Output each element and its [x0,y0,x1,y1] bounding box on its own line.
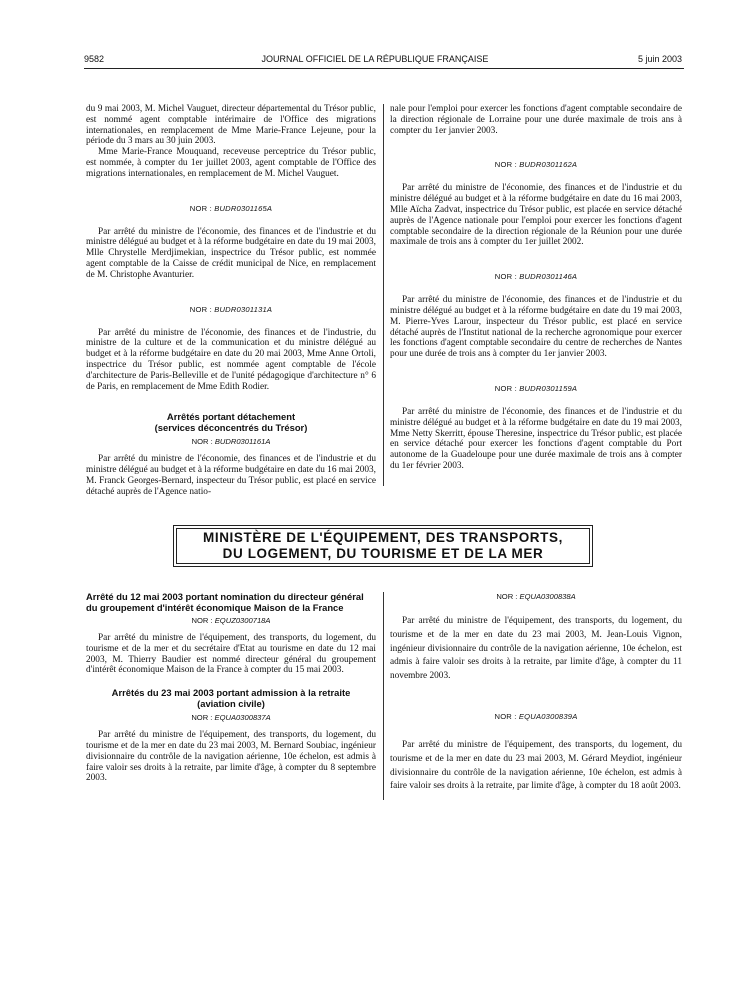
section-title: Arrêtés portant détachement (services déconcentrés du Trésor) [154,411,308,433]
paragraph: Par arrêté du ministre de l'économie, des finances et de l'industrie et du ministre délégué au budget et à la réforme budgétaire en date du 16 mai 2003, M. Franck Georges-Bernard, inspecteur du Trésor public, est placé en service détaché auprès de l'Agence natio- [86,454,376,497]
section-title: Arrêté du 12 mai 2003 portant nomination du directeur général du groupement d'intérêt économique Maison de la France [86,591,364,613]
paragraph: Par arrêté du ministre de l'équipement, des transports, du logement, du tourisme et de la mer en date du 23 mai 2003, M. Bernard Soubiac, ingénieur divisionnaire du contrôle de la navigation aérienne, 10e échelon, est admis à faire valoir ses droits à la retraite, par limite d'âge, à compter du 8 septembre 2003. [86,730,376,784]
bottom-left-column [86,592,376,784]
paragraph: Par arrêté du ministre de l'équipement, des transports, du logement, du tourisme et de la mer en date du 23 mai 2003, M. Jean-Louis Vignon, ingénieur divisionnaire du contrôle de la navigation aérienne, 10e échelon, est admis à faire valoir ses droits à la retraite, par limite d'âge, à compter du 11 novembre 2003. [390,616,682,682]
paragraph: Mme Marie-France Mouquand, receveuse perceptrice du Trésor public, est nommée, à compter du 1er juillet 2003, agent comptable de l'Office des migrations internationales, en remplacement de M. Michel Vauguet. [86,147,376,179]
paragraph: Par arrêté du ministre de l'équipement, des transports, du logement, du tourisme et de la mer et du secrétaire d'Etat au tourisme en date du 12 mai 2003, M. Thierry Baudier est nommé directeur général du groupement d'intérêt économique Maison de la France à compter du 15 mai 2003. [86,633,376,676]
nor-code: BUDR0301165A [214,203,273,213]
nor-reference: NOR : BUDR0301159A [494,383,578,393]
top-left-column [86,104,376,498]
column-divider [383,592,384,800]
nor-reference: NOR : EQUA0300838A [496,592,576,601]
column-divider [383,104,384,486]
ministry-line-2: DU LOGEMENT, DU TOURISME ET DE LA MER [222,546,544,561]
nor-reference: NOR : BUDR0301165A [189,203,273,213]
nor-reference: NOR : BUDR0301162A [494,160,578,170]
nor-code: EQUA0300837A [214,713,271,723]
paragraph: du 9 mai 2003, M. Michel Vauguet, directeur départemental du Trésor public, est nommé agent comptable intérimaire de l'Office des migrations internationales, en remplacement de Mme Marie-France Lejeune, pour la période du 3 mars au 30 juin 2003. [86,104,376,147]
ministry-banner [173,525,593,567]
nor-reference: NOR : EQUA0300839A [494,711,578,721]
nor-code: EQUA0300839A [518,711,578,721]
nor-code: BUDR0301162A [519,160,578,170]
nor-code: BUDR0301159A [519,383,578,393]
issue-date: 5 juin 2003 [637,54,682,64]
nor-code: EQUA0300838A [519,592,576,601]
page-number: 9582 [84,54,105,64]
nor-reference: NOR : BUDR0301131A [189,304,273,314]
nor-code: EQUZ0300718A [214,616,271,625]
header-rule [84,68,684,69]
nor-reference: NOR : EQUZ0300718A [191,616,271,625]
paragraph: Par arrêté du ministre de l'économie, des finances et de l'industrie, du ministre de la culture et de la communication et du ministre délégué au budget et à la réforme budgétaire en date du 20 mai 2003, Mme Anne Ortoli, inspectrice du Trésor public, est nommée agent comptable de l'école d'architecture de Paris-Belleville et de l'unité pédagogique d'architecture n° 6 de Paris, en remplacement de Mme Edith Rodier. [86,327,376,392]
nor-reference: NOR : EQUA0300837A [191,713,271,723]
top-right-column [390,104,682,472]
nor-code: BUDR0301146A [519,272,578,282]
nor-code: BUDR0301131A [214,304,273,314]
journal-title: JOURNAL OFFICIEL DE LA RÉPUBLIQUE FRANÇAISE [261,54,489,64]
paragraph: Par arrêté du ministre de l'équipement, des transports, du logement, du tourisme et de la mer en date du 23 mai 2003, M. Gérard Meydiot, ingénieur divisionnaire du contrôle de la navigation aérienne, 10e échelon, est admis à faire valoir ses droits à la retraite, par limite d'âge, à compter du 18 août 2003. [390,739,682,792]
paragraph: Par arrêté du ministre de l'économie, des finances et de l'industrie et du ministre délégué au budget et à la réforme budgétaire en date du 19 mai 2003, Mlle Chrystelle Merdjimekian, inspectrice du Trésor public, est nommée agent comptable de la Caisse de crédit municipal de Nice, en remplacement de M. Christophe Avanturier. [86,226,376,280]
nor-code: BUDR0301161A [214,437,271,447]
paragraph: Par arrêté du ministre de l'économie, des finances et de l'industrie et du ministre délégué au budget et à la réforme budgétaire en date du 16 mai 2003, Mlle Aïcha Zadvat, inspectrice du Trésor public, est placée en service détaché auprès de l'Agence nationale pour l'emploi pour exercer les fonctions d'agent comptable secondaire de la direction régionale de la Réunion pour une durée maximale de trois ans à compter du 1er juillet 2002. [390,183,682,248]
bottom-right-column [390,592,682,794]
nor-reference: NOR : BUDR0301146A [494,272,578,282]
section-title: Arrêtés du 23 mai 2003 portant admission à la retraite (aviation civile) [111,687,351,709]
paragraph: nale pour l'emploi pour exercer les fonctions d'agent comptable secondaire de la direction régionale de Lorraine pour une durée maximale de trois ans à compter du 1er janvier 2003. [390,104,682,136]
nor-reference: NOR : BUDR0301161A [191,437,271,447]
paragraph: Par arrêté du ministre de l'économie, des finances et de l'industrie et du ministre délégué au budget et à la réforme budgétaire en date du 19 mai 2003, Mme Netty Skerritt, épouse Theresine, inspectrice du Trésor public, est placée en service détaché pour exercer les fonctions d'agent comptable du Port autonome de la Guadeloupe pour une durée maximale de trois ans à compter du 1er février 2003. [390,406,682,471]
paragraph: Par arrêté du ministre de l'économie, des finances et de l'industrie et du ministre délégué au budget et à la réforme budgétaire en date du 19 mai 2003, M. Pierre-Yves Larour, inspecteur du Trésor public, est placé en service détaché auprès de l'Institut national de la recherche agronomique pour exercer les fonctions d'agent comptable secondaire du centre de recherches de Nantes pour une durée de trois ans à compter du 1er janvier 2003. [390,295,682,360]
ministry-line-1: MINISTÈRE DE L'ÉQUIPEMENT, DES TRANSPORTS, [203,530,563,545]
